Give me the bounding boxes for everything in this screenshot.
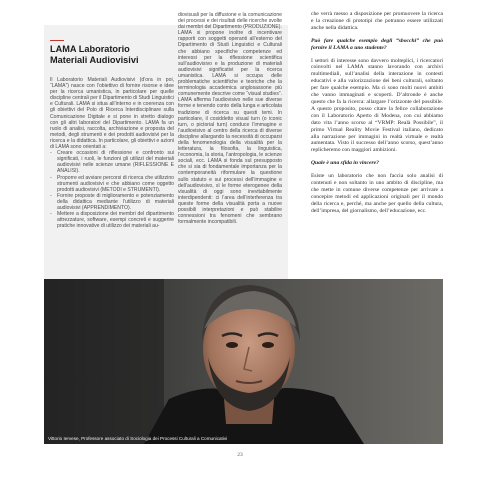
interview-paragraph: I settori di interesse sono davvero molteplici, i ricercatori coinvolti nel LAMA stanno lavorando con archivi multimediali, sull’analisi della interazione in contesti educativi e alla valorizzazione dei beni culturali, soltanto per fare qualche esempio. Ma ci sono molti nuovi ambiti che vanno immaginati e scoperti. D’altronde è anche questo che fa la ricerca: allargare l’orizzonte del possibile. A questo proposito, posso citare la felice collaborazione con il Laboratorio Aperto di Modena, con cui abbiamo dato vita l’anno scorso al “VRMP: Realà Possibile”, il primo Virtual Reality Movie Festival italiano, dedicato alla narrazione per immagini in realtà virtuale e realtà aumentata. Visto il successo dell’anno scorso, quest’anno replicheremo con maggiori ambizioni. [311,57,443,154]
objectives-list [50,150,174,229]
page-number: 23 [237,452,243,458]
interview-paragraph: che verrà messo a disposizione per promuovere la ricerca e la creazione di prototipi che potranno essere utilizzati anche nella didattica. [311,11,443,31]
bullet-dash: - [50,211,52,218]
interview-paragraph: Esiste un laboratorio che non faccia solo analisi di contenuti e non soltanto in uno ambito di discipline, ma che mette in comune diverse competenze per arrivare a concepire metodi ed applicazioni originali per il mondo della ricerca e, perché, ma anche per quello della cultura, dell’impresa, del giornalismo, dell’educazione, ecc. [311,173,443,214]
bullet-dash: - [50,174,52,181]
article-column-1 [50,77,174,229]
bullet-dash: - [50,192,52,199]
photo-caption: Vittorio Iervese, Professore associato di Sociologia dei Processi Culturali a Comunicativi [48,436,228,441]
interview-question: Quale è una sfida in vincere? [311,160,379,167]
objective-item: - Proporre ed avviare percorsi di ricerca che utilizzino strumenti audiovisivi e che abbiano come oggetto prodotti audiovisivi (METODI e STRUMENTI). [50,174,174,193]
article-body-paragraph: LAMA si propone inoltre di incentivare rapporti con soggetti operanti all’esterno del Dipartimento di Studi Linguistici e Culturali che abbiano specifiche competenze ed interessi per la riflessione scientifica sull’audiovisivo e la produzione di materiali audiovisivi significativi per la ricerca umanistica. LAMA si occupa delle problematiche scientifiche e teoriche che la terminologia accademica anglosassone più comunemente descrive come “visual studies”. LAMA afferma l’audiovisivo nelle sue diverse forme e tenendo conto della lunga e articolata tradizione di ricerca su questi temi. In particolare, il cosiddetto visual turn (o iconic turn, o pictorial turn) conduce l’immagine e l’audiovisivo al centro della ricerca di diverse discipline allargando la necessità di occuparsi della fenomenologia della visualità per la letteratura, la filosofia, la linguistica, l’economia, la storia, l’antropologia, le scienze sociali, ecc. LAMA si fonda sul presupposto che si sia di fondamentale importanza per la contemporaneità riformulare la questione sullo statuto e sui processi dell’immagine e dell’audiovisivo, sì le forme eterogenee della visualità di oggi sono inevitabilmente interdipendenti: ci l’area dell’interferenza tra queste forme della visualità porta a nuove possibili interpretazioni e può stabilire connessioni tra fenomeni che sembrano formalmente incompatibili. [178,30,282,226]
article-title: LAMA Laboratorio Materiali Audiovisivi [50,44,139,65]
article-intro-paragraph: Il Laboratorio Materiali Audiovisivi (d’ora in poi, “LAMA”) nasce con l’obiettivo di fornire risorse e idee per la ricerca umanistica, in particolare per quelle discipline centrali per il Dipartimento di Studi Linguistici e Culturali. LAMA si situa all’interno e in coerenza con gli obiettivi del Polo di Ricerca Interdisciplinare sulla Comunicazione Digitale e si pone in stretto dialogo con gli altri laboratori del Dipartimento. LAMA fa un ruolo di analisi, raccolta, archiviazione e proposta del metodi, degli strumenti e dei prodotti audiovisivi per la ricerca e la didattica. In particolare, gli obiettivi e azioni di LAMA sono orientati a: [50,77,174,151]
portrait-photo [44,279,443,444]
objective-item: - Creare occasioni di riflessione e confronto sui significati, i ruoli, le funzioni gli utilizzi del materiali audiovisivi nelle scienze umane (RIFLESSIONE E ANALISI). [50,150,174,175]
objective-item: - Mettere a disposizione dei membri del dipartimento attrezzature, software, esempi concreti e suggerire pratiche innovative di utilizzo dei materiali au- [50,211,174,230]
title-accent-line [50,40,64,41]
interview-question: Può fare qualche esempio degli “sbocchi” che può fornire il LAMA a uno studente? [311,37,443,51]
interview-column [311,11,443,220]
article-continuation-paragraph: diovisuali per la diffusione e la comunicazione dei processi e dei risultati delle ricerche svolte dai membri del Dipartimento (PRODUZIONE). [178,12,282,31]
bullet-dash: - [50,150,52,157]
objective-item: - Fornire proposte di miglioramento e potenziamento della didattica mediante l’utilizzo di materiali audiovisivi (APPRENDIMENTO). [50,192,174,211]
portrait-illustration [44,279,443,444]
article-column-2 [178,12,282,225]
